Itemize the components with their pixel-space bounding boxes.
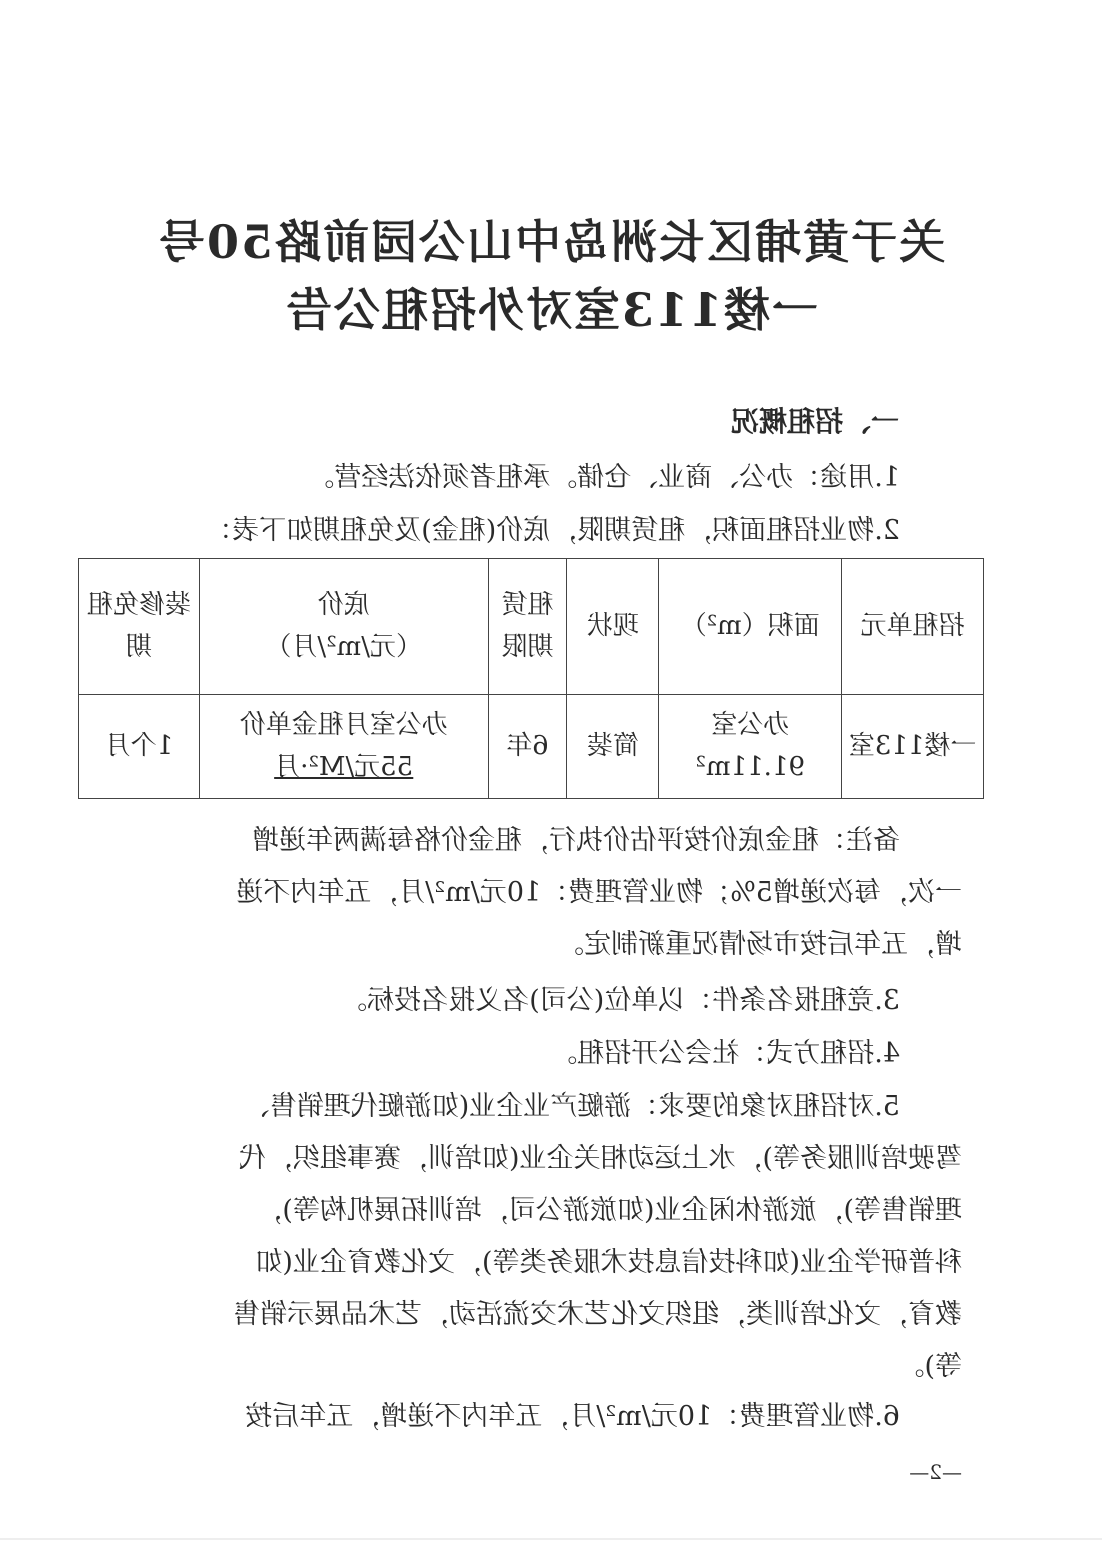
- header-unit: 招租单元: [842, 559, 984, 695]
- item-4-method: 4.招租方式：社会公开招租。: [550, 1038, 900, 1069]
- item-1-purpose: 1.用途：办公、商业、仓储。承租者须依法经营。: [307, 462, 900, 493]
- cell-price-prefix: 办公室月租金单价: [239, 709, 448, 740]
- item-5-line-4: 科普研学企业(如科技信息技术服务类等)，文化教育企业(如: [255, 1247, 962, 1278]
- cell-free-period: 1个月: [79, 695, 200, 799]
- rental-table: [78, 558, 984, 799]
- header-free-period: 装修免租期: [79, 559, 200, 695]
- note-line-3: 增，五年后按市场情况重新制定。: [557, 929, 962, 960]
- item-3-eligibility: 3.竞租报名条件：以单位(公司)名义报名投标。: [340, 985, 900, 1016]
- item-5-line-6: 等)。: [897, 1351, 962, 1382]
- scan-edge: [0, 1538, 1102, 1540]
- header-price-label: 底价: [317, 589, 370, 620]
- item-5-line-1: 5.对招租对象的要求：游艇产业企业(如游艇代理销售、: [242, 1091, 900, 1122]
- cell-term: 6年: [488, 695, 567, 799]
- title-line-2: 一楼113室对外招租公告: [283, 283, 819, 337]
- cell-price: [199, 695, 488, 799]
- header-area: 面积（m²）: [659, 559, 842, 695]
- header-term: 租赁期限: [488, 559, 567, 695]
- cell-unit: 一楼113室: [842, 695, 984, 799]
- cell-price-value: 55元/M²·月: [274, 751, 414, 782]
- table-row: [79, 695, 984, 799]
- item-5-line-5: 教育，文化培训类，组织文化艺术交流活动，艺术品展示销售: [233, 1299, 962, 1330]
- item-5-line-2: 驾驶培训服务等)，水上运动相关企业(如培训，赛事组织，代: [238, 1143, 962, 1174]
- table-header-row: [79, 559, 984, 695]
- title-line-1: 关于黄埔区长洲岛中山公园前路50号: [157, 215, 946, 269]
- item-5-line-3: 理销售等)，旅游休闲企业(如旅游公司，培训拓展机构等)，: [255, 1195, 962, 1226]
- note-line-1: 备注：租金底价按评估价执行，租金价格每满两年递增: [252, 825, 900, 856]
- cell-status: 简装: [567, 695, 659, 799]
- item-6-fee: 6.物业管理费：10元/m²/月，五年内不递增，五年后按: [245, 1401, 900, 1432]
- note-line-2: 一次，每次递增5%；物业管理费：10元/m²/月，五年内不递: [236, 877, 962, 908]
- cell-area: 办公室91.11m²: [659, 695, 842, 799]
- header-price-unit: （元/m²/月）: [265, 631, 423, 662]
- header-status: 现状: [567, 559, 659, 695]
- header-price: [199, 559, 488, 695]
- item-2-intro: 2.物业招租面积，租赁期限，底价(租金)及免租期如下表：: [205, 515, 900, 546]
- page-number: —2—: [909, 1460, 962, 1484]
- section-heading: 一、招租概况: [730, 405, 899, 438]
